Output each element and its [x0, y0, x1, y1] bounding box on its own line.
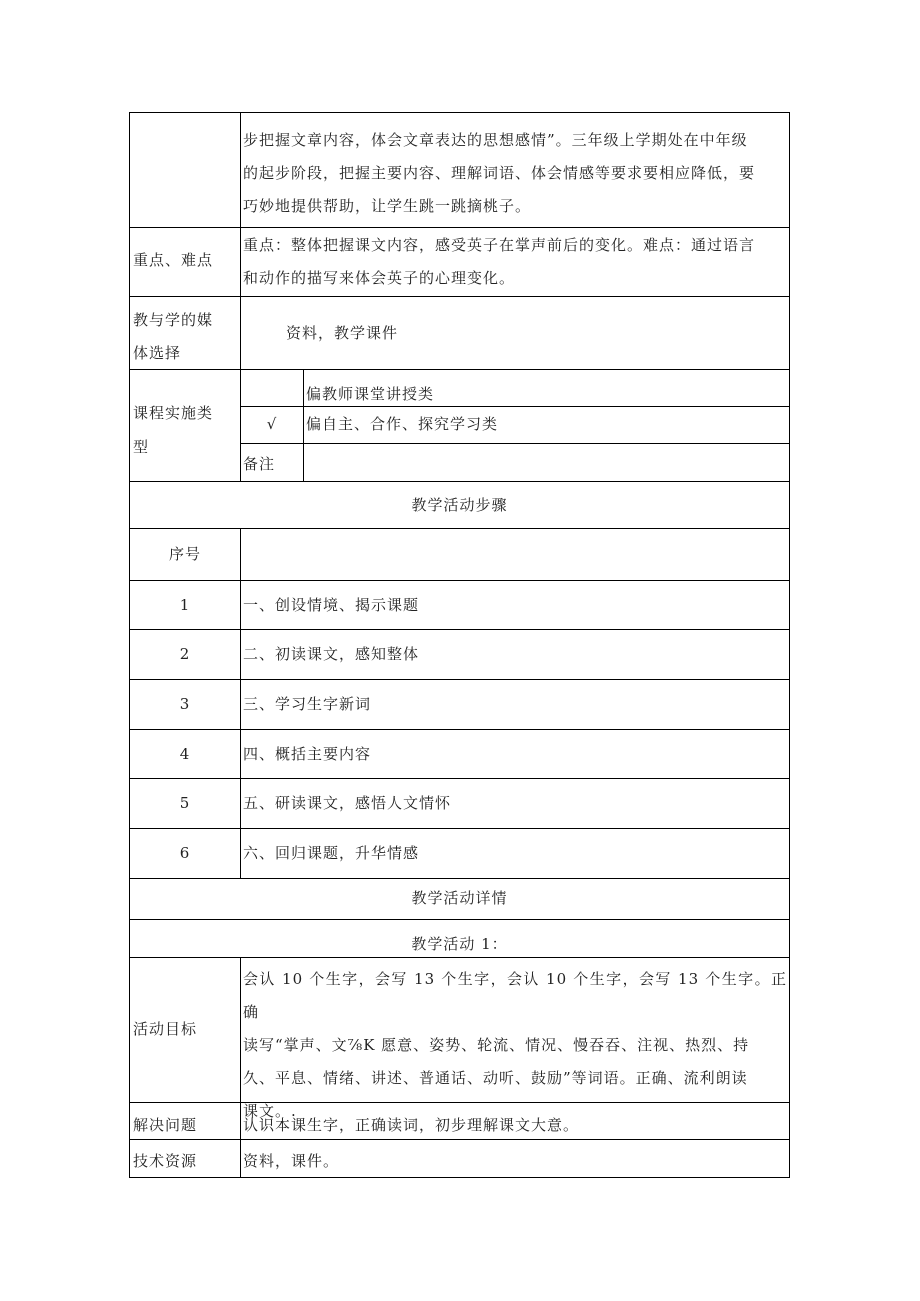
row-divider: [129, 481, 790, 482]
step-text: 六、回归课题，升华情感: [243, 844, 420, 862]
column-divider: [240, 957, 241, 1178]
problem-label: 解决问题: [133, 1116, 198, 1134]
media-label-line: 体选择: [133, 344, 182, 362]
course-type-note-label: 备注: [243, 455, 276, 473]
course-type-check-mark: √: [266, 415, 278, 433]
table-border-top: [129, 112, 790, 113]
intro-line: 步把握文章内容，体会文章表达的思想感情”。三年级上学期处在中年级: [243, 131, 748, 149]
row-divider: [129, 778, 790, 779]
goal-line: 久、平息、情绪、讲述、普通话、动听、鼓励”等词语。正确、流利朗读: [243, 1069, 748, 1087]
key-points-line: 和动作的描写来体会英子的心理变化。: [243, 269, 516, 287]
intro-line: 的起步阶段，把握主要内容、理解词语、体会情感等要求要相应降低，要: [243, 164, 756, 182]
step-number: 5: [179, 794, 191, 812]
course-type-label-line: 课程实施类: [133, 404, 214, 422]
step-text: 五、研读课文，感悟人文情怀: [243, 794, 452, 812]
row-divider: [129, 227, 790, 228]
row-divider: [129, 957, 790, 958]
row-divider: [240, 443, 790, 444]
row-divider: [129, 296, 790, 297]
goal-line: 读写“掌声、文⅞K 愿意、姿势、轮流、情况、慢吞吞、注视、热烈、持: [243, 1036, 750, 1054]
activity-title: 教学活动 1：: [411, 935, 508, 953]
details-section-title: 教学活动详情: [411, 889, 508, 907]
table-border-bottom: [129, 1177, 790, 1178]
row-divider: [129, 878, 790, 879]
course-type-option: 偏教师课堂讲授类: [306, 385, 435, 403]
step-number: 2: [179, 645, 191, 663]
row-divider: [129, 528, 790, 529]
key-points-line: 重点：整体把握课文内容，感受英子在掌声前后的变化。难点：通过语言: [243, 236, 756, 254]
row-divider: [129, 919, 790, 920]
step-text: 二、初读课文，感知整体: [243, 645, 420, 663]
media-value: 资料，教学课件: [286, 324, 399, 342]
tech-label: 技术资源: [133, 1152, 198, 1170]
intro-paragraph: [243, 124, 787, 223]
step-text: 一、创设情境、揭示课题: [243, 596, 420, 614]
row-divider: [129, 369, 790, 370]
step-number: 1: [179, 596, 191, 614]
course-type-label-line: 型: [133, 438, 150, 456]
row-divider: [129, 679, 790, 680]
steps-section-title: 教学活动步骤: [411, 496, 508, 514]
step-number: 4: [179, 745, 191, 763]
table-border-right: [789, 112, 790, 1178]
steps-header-label: 序号: [168, 545, 201, 563]
step-text: 四、概括主要内容: [243, 745, 372, 763]
row-divider: [240, 406, 790, 407]
row-divider: [129, 828, 790, 829]
goal-line: 课文。.: [243, 1102, 297, 1120]
media-label-line: 教与学的媒: [133, 311, 214, 329]
key-points-text: [243, 229, 787, 295]
course-type-option: 偏自主、合作、探究学习类: [306, 415, 499, 433]
problem-value: 认识本课生字，正确读词，初步理解课文大意。: [243, 1116, 580, 1134]
row-divider: [129, 1139, 790, 1140]
step-text: 三、学习生字新词: [243, 695, 372, 713]
column-divider: [240, 528, 241, 879]
tech-value: 资料，课件。: [243, 1152, 340, 1170]
row-divider: [129, 629, 790, 630]
key-points-label: 重点、难点: [133, 251, 214, 269]
row-divider: [129, 729, 790, 730]
goal-label: 活动目标: [133, 1020, 198, 1038]
goal-text: [243, 963, 787, 1128]
step-number: 3: [179, 695, 191, 713]
goal-line: 会认 10 个生字，会写 13 个生字，会认 10 个生字，会写 13 个生字。正确: [243, 970, 787, 1021]
step-number: 6: [179, 844, 191, 862]
row-divider: [129, 580, 790, 581]
column-divider: [303, 369, 304, 482]
intro-line: 巧妙地提供帮助，让学生跳一跳摘桃子。: [243, 197, 532, 215]
